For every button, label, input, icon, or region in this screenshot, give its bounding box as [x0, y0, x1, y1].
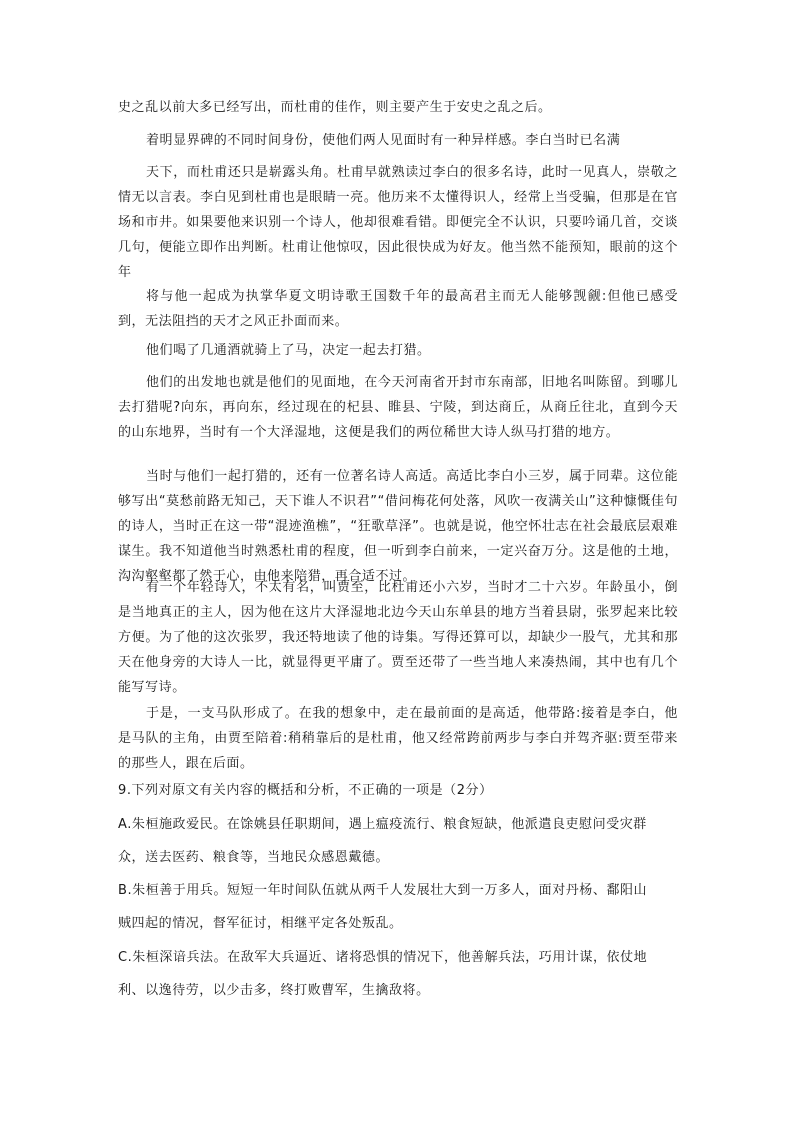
- paragraph-6: 当时与他们一起打猎的，还有一位著名诗人高适。高适比李白小三岁，属于同辈。这位能够写出“莫愁前路无知己，天下谁人不识君”“借问梅花何处落，风吹一夜满关山”这种慷慨佳句的诗人，当时正在这一带“混迹渔樵”，“狂歌草泽”。也就是说，他空怀壮志在社会最底层艰难谋生。我不知道他当时熟悉杜甫的程度，但一听到李白前来，一定兴奋万分。这是他的土地，沟沟壑壑都了然于心，由他来陪猎，再合适不过。: [118, 469, 678, 584]
- option-a-line-2: 众，送去医药、粮食等，当地民众感恩戴德。: [118, 850, 390, 865]
- option-b-line-1: B.朱桓善于用兵。短短一年时间队伍就从两千人发展壮大到一万多人，面对丹杨、鄱阳山: [118, 883, 648, 898]
- option-c-line-2: 利、以逸待劳，以少击多，终打败曹军，生擒敌将。: [118, 983, 430, 998]
- paragraph-0: 史之乱以前大多已经写出，而杜甫的佳作，则主要产生于安史之乱之后。: [118, 100, 552, 115]
- option-a-line-1: A.朱桓施政爱民。在馀姚县任职期间，遇上瘟疫流行、粮食短缺，他派遣良吏慰问受灾群: [118, 817, 647, 832]
- paragraph-1: 着明显界碑的不同时间身份，使他们两人见面时有一种异样感。李白当时已名满: [146, 133, 621, 148]
- question-stem: 9.下列对原文有关内容的概括和分析，不正确的一项是（2分）: [118, 783, 493, 798]
- paragraph-2: 天下，而杜甫还只是崭露头角。杜甫早就熟读过李白的很多名诗，此时一见真人，崇敬之情无以言表。李白见到杜甫也是眼睛一亮。他历来不太懂得识人，经常上当受骗，但那是在官场和市井。如果要他来识别一个诗人，他却很难看错。即便完全不认识，只要吟诵几首，交谈几句，便能立即作出判断。杜甫让他惊叹，因此很快成为好友。他当然不能预知，眼前的这个年: [118, 165, 678, 280]
- paragraph-3: 将与他一起成为执掌华夏文明诗歌王国数千年的最高君主而无人能够觊觎:但他已感受到，无法阻挡的天才之风正扑面而来。: [118, 289, 678, 329]
- paragraph-5: 他们的出发地也就是他们的见面地，在今天河南省开封市东南部，旧地名叫陈留。到哪儿去打猎呢?向东，再向东，经过现在的杞县、睢县、宁陵，到达商丘，从商丘往北，直到今天的山东地界，当时有一个大泽湿地，这便是我们的两位稀世大诗人纵马打猎的地方。: [118, 375, 678, 440]
- option-c-line-1: C.朱桓深谙兵法。在敌军大兵逼近、诸将恐惧的情况下，他善解兵法，巧用计谋，依仗地: [118, 950, 648, 965]
- paragraph-8: 于是，一支马队形成了。在我的想象中，走在最前面的是高适，他带路:接着是李白，他是马队的主角，由贾至陪着:稍稍靠后的是杜甫，他又经常跨前两步与李白并驾齐驱:贾至带来的那些人，跟在后面。: [118, 706, 678, 771]
- option-b-line-2: 贼四起的情况，督军征讨，相继平定各处叛乱。: [118, 916, 403, 931]
- paragraph-4: 他们喝了几通酒就骑上了马，决定一起去打猎。: [146, 343, 431, 358]
- paragraph-7: 有一个年轻诗人，不太有名，叫贾至，比杜甫还小六岁，当时才二十六岁。年龄虽小，倒是当地真正的主人，因为他在这片大泽湿地北边今天山东单县的地方当着县尉，张罗起来比较方便。为了他的这次张罗，我还特地读了他的诗集。写得还算可以，却缺少一股气，尤其和那天在他身旁的大诗人一比，就显得更平庸了。贾至还带了一些当地人来凑热闹，其中也有几个能写写诗。: [118, 580, 678, 695]
